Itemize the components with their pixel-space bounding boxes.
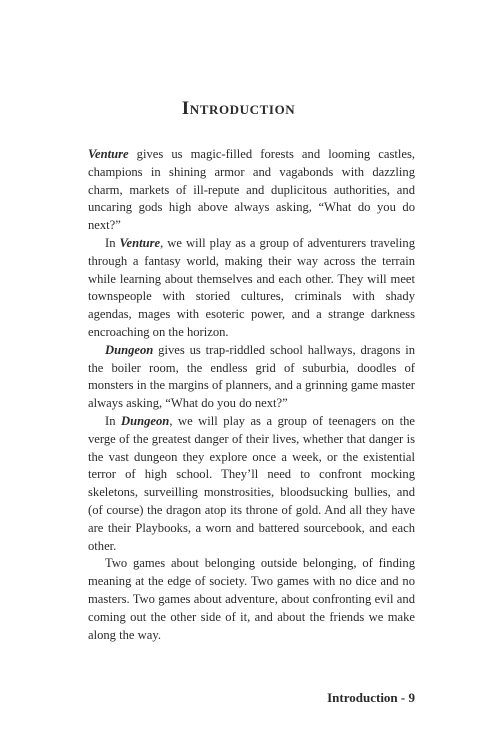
paragraph-text: , we will play as a group of teenagers on the verge of the greatest danger of their lives, whether that danger is the vast dungeon they explore once a week, or the existential terror of high school. They’ll need to confront mocking skeletons, surveilling monstrosities, bloodsucking bullies, and (of course) the dragon atop its throne of gold. And all they have are their Playbooks, a worn and battered sourcebook, and each other. [88,413,416,553]
page-folio: Introduction - 9 [327,690,415,705]
paragraph-two-games [88,555,415,644]
paragraph-text: gives us magic-filled forests and looming castles, champions in shining armor and vagabonds with dazzling charm, markets of ill-repute and duplicitous authorities, and uncaring gods high above always asking, “What do you do next?” [88,147,415,233]
title-emphasis: Venture [119,235,161,250]
paragraph-dungeon-intro [88,342,415,413]
paragraph-prefix: In [105,413,122,428]
paragraph-venture-intro [88,146,415,235]
paragraph-venture-play [88,235,415,342]
paragraph-text: , we will play as a group of adventurers traveling through a fantasy world, making their way across the terrain while learning about themselves and each other. They will meet townspeople with storied cultures, criminals with shady agendas, mages with esoteric power, and a strange darkness encroaching on the horizon. [88,235,415,339]
paragraph-prefix: In [105,235,120,250]
paragraph-text: gives us trap-riddled school hallways, dragons in the boiler room, the endless grid of suburbia, doodles of monsters in the margins of planners, and a grinning game master always asking, “What do you do next?” [88,342,415,411]
paragraph-dungeon-play [88,413,415,555]
paragraph-text: Two games about belonging outside belonging, of finding meaning at the edge of society. Two games with no dice and no masters. Two games about adventure, about confronting evil and coming out the other side of it, and about the friends we make along the way. [88,556,415,642]
body-text [88,146,415,644]
title-emphasis: Venture [88,147,129,161]
title-emphasis: Dungeon [105,342,154,357]
title-emphasis: Dungeon [121,413,170,428]
chapter-title: Introduction [181,98,296,119]
